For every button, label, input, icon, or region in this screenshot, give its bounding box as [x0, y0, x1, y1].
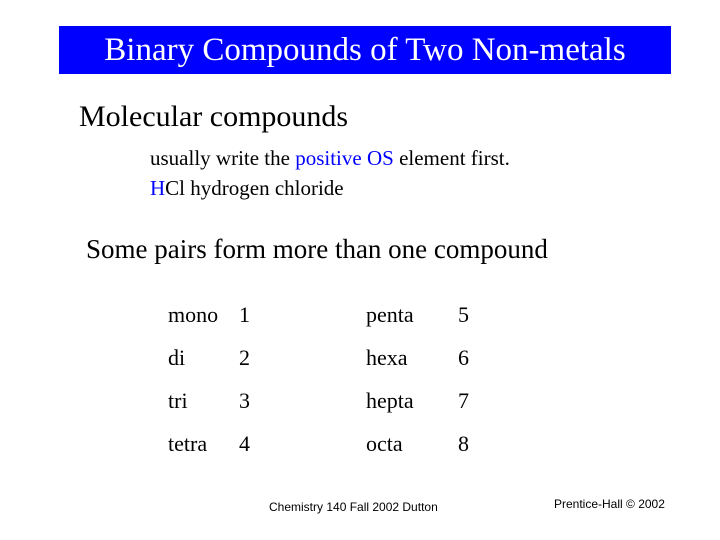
prefix-name: hexa: [366, 345, 408, 370]
prefix-number: 2: [239, 345, 250, 370]
example-highlight: H: [150, 176, 166, 200]
prefix-number: 1: [239, 302, 250, 327]
example-line: [150, 175, 344, 201]
prefix-name: octa: [366, 431, 403, 456]
prefix-number: 5: [458, 302, 469, 327]
prefix-number: 3: [239, 388, 250, 413]
rule-text-start: usually write the: [150, 146, 296, 170]
prefix-row: [168, 336, 498, 379]
slide-title: Binary Compounds of Two Non-metals: [59, 26, 671, 74]
rule-line: [150, 145, 510, 171]
prefix-name: di: [168, 345, 186, 370]
heading-molecular-compounds: Molecular compounds: [79, 100, 349, 133]
prefix-name: hepta: [366, 388, 414, 413]
prefix-name: tri: [168, 388, 188, 413]
prefix-name: penta: [366, 302, 414, 327]
prefix-number: 4: [239, 431, 250, 456]
footer-course: Chemistry 140 Fall 2002 Dutton: [269, 500, 438, 514]
prefix-row: [168, 379, 498, 422]
prefix-row: [168, 422, 498, 465]
heading-multiple-compounds: Some pairs form more than one compound: [86, 234, 548, 264]
prefix-name: tetra: [168, 431, 208, 456]
prefix-number: 7: [458, 388, 469, 413]
prefix-number: 8: [458, 431, 469, 456]
rule-highlight: positive OS: [295, 146, 394, 170]
footer-copyright: Prentice-Hall © 2002: [554, 497, 665, 511]
prefix-name: mono: [168, 302, 219, 327]
example-text: Cl hydrogen chloride: [165, 176, 344, 200]
prefix-number: 6: [458, 345, 469, 370]
prefix-row: [168, 293, 498, 336]
rule-text-end: element first.: [393, 146, 510, 170]
